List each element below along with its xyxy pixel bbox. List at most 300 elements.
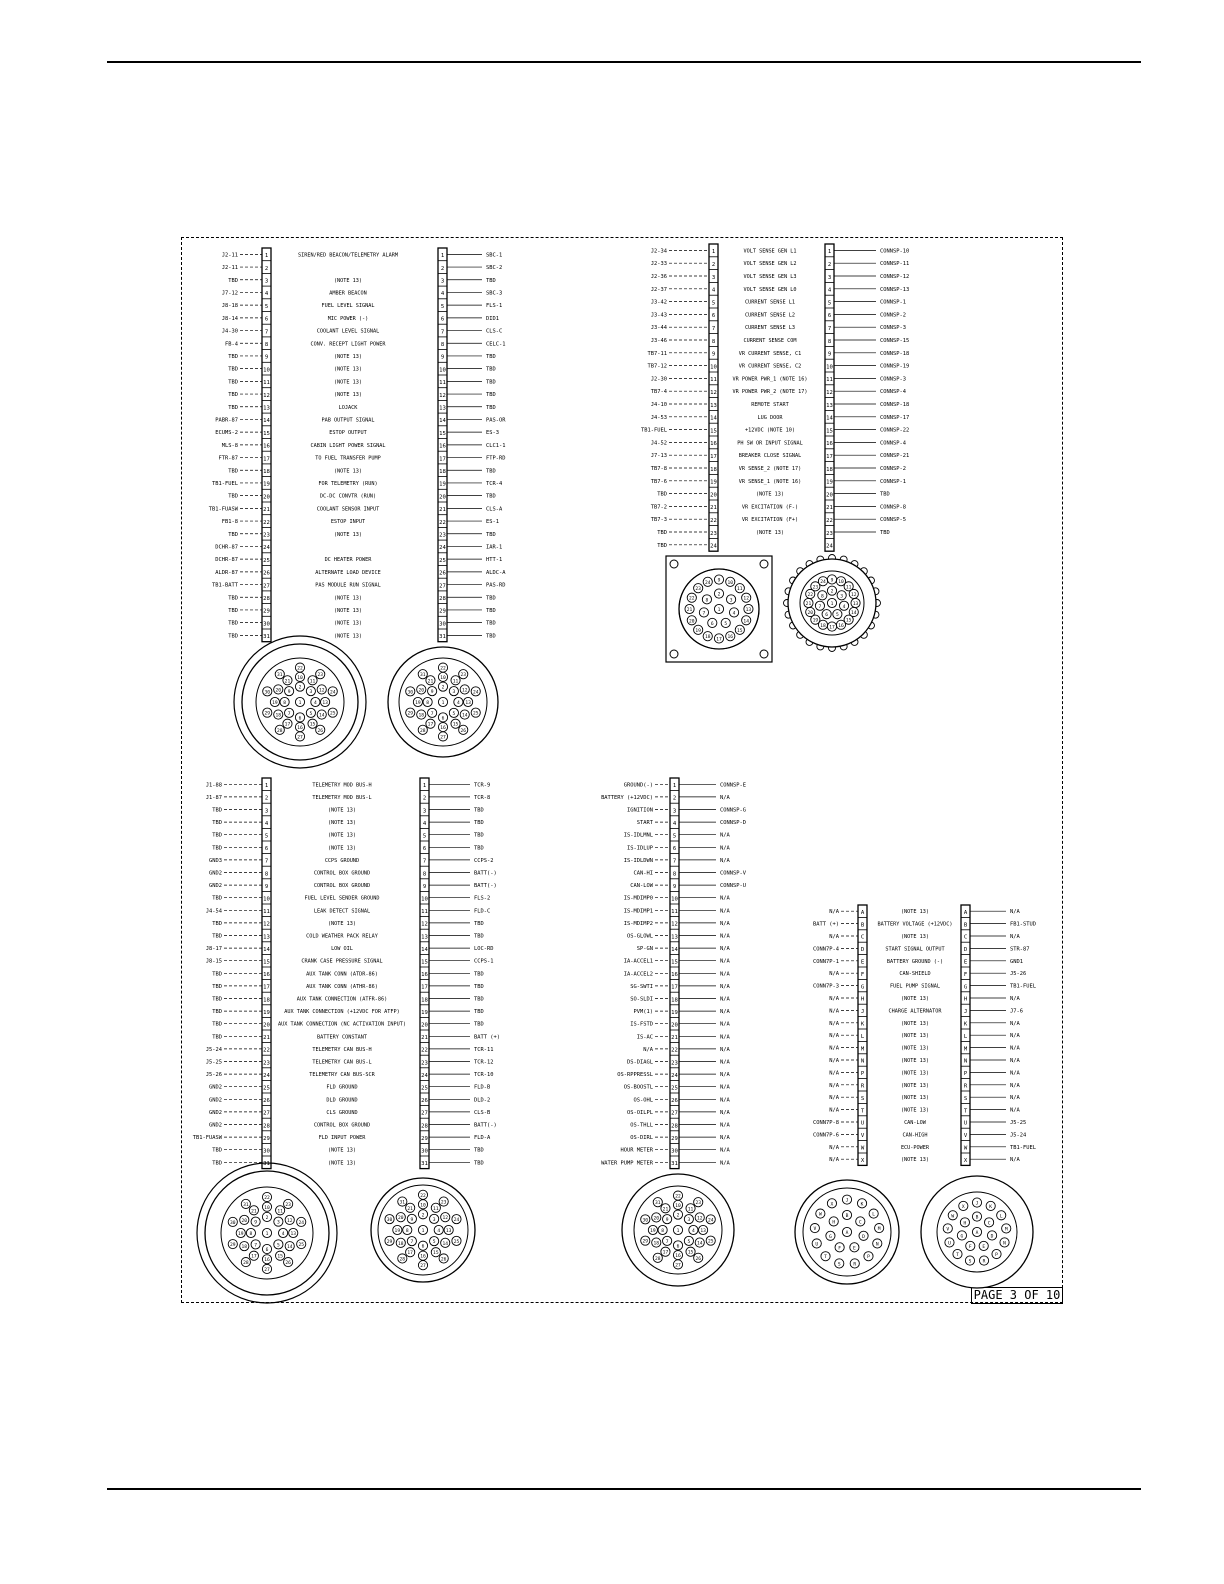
wire-source-label: J4-30 (221, 328, 238, 335)
pin-number: 20 (439, 494, 446, 501)
pin-number: 8 (711, 338, 716, 345)
wire-source-label: J4-10 (650, 402, 667, 408)
pin-number: 2 (422, 795, 427, 802)
pin-description: (NOTE 13) (333, 366, 363, 373)
connector-pin-number: 17 (407, 1251, 413, 1257)
connector-pin-number: 30 (386, 1218, 393, 1224)
pin-number: 13 (671, 934, 678, 941)
connector-pin-number: 26 (440, 1257, 447, 1263)
wire-source-label: TBD (212, 895, 222, 902)
wire-destination-label: CLS-A (486, 506, 503, 513)
connector-pin-number: 26 (695, 1256, 701, 1262)
connector-pin-number: 4 (313, 701, 317, 706)
connector-pin-number: 6 (676, 1244, 680, 1250)
connector-pin-number: 13 (700, 1229, 706, 1234)
wire-destination-label: N/A (720, 996, 730, 1003)
wire-destination-label: TBD (474, 1009, 484, 1016)
connector-pin-number: 15 (452, 722, 459, 728)
pin-number: M (963, 1046, 968, 1053)
pin-description: (NOTE 13) (900, 1157, 930, 1164)
pin-description: (NOTE 13) (900, 1045, 930, 1052)
pin-description: (NOTE 13) (327, 832, 357, 839)
wire-source-label: TBD (228, 404, 238, 411)
wire-source-label: TBD (212, 807, 222, 814)
wire-source-label: TBD (228, 493, 238, 500)
wire-source-label: DCHR-87 (215, 557, 238, 564)
pin-number: 22 (439, 519, 446, 526)
wire-destination-label: CONNSP-D (720, 820, 746, 827)
connector-pin-number: 23 (695, 1201, 701, 1207)
wire-destination-label: BATT(-) (474, 870, 497, 877)
connector-pin-number: 1 (717, 608, 721, 613)
pin-description: CLS GROUND (326, 1109, 358, 1116)
wire-destination-label: CONNSP-18 (880, 350, 910, 357)
connector-pin-number: 11 (845, 585, 852, 591)
wire-source-label: J2-36 (650, 274, 667, 280)
connector-pin-number: 21 (427, 679, 434, 685)
connector-pin-number: 2 (830, 589, 834, 595)
connector-pin-number: 22 (675, 1194, 681, 1200)
wire-destination-label: DID1 (486, 315, 499, 322)
connector-pin-number: 7 (665, 1239, 669, 1245)
connector-pin-number: 27 (675, 1263, 681, 1269)
wire-destination-label: CONNSP-5 (880, 517, 906, 524)
wire-source-label: FB-4 (225, 341, 238, 348)
connector-pin-number: 18 (275, 713, 282, 719)
wire-source-label: IS-IDLDWN (623, 857, 653, 864)
connector-pin-number: 29 (264, 711, 271, 717)
wire-source-label: J8-14 (221, 315, 238, 322)
connector-pin-number: 19 (812, 618, 819, 624)
pin-description: (NOTE 13) (333, 633, 363, 640)
pin-description: CURRENT SENSE L3 (745, 325, 795, 332)
wire-destination-label: IAR-1 (486, 544, 503, 551)
connector-upper-left-b (388, 647, 498, 757)
wire-source-label: J4-53 (650, 414, 667, 421)
pin-number: 22 (421, 1047, 428, 1054)
wire-destination-label: N/A (720, 908, 730, 915)
wire-source-label: FB1-8 (221, 519, 238, 526)
pin-number: 14 (439, 418, 446, 425)
pin-description: COOLANT SENSOR INPUT (316, 506, 380, 513)
pin-number: 6 (440, 316, 445, 323)
pin-description: VR POWER PWR_2 (NOTE 17) (732, 389, 808, 396)
wire-destination-label: CONNSP-15 (880, 338, 910, 344)
connector-pin-number: 23 (460, 673, 466, 679)
wire-source-label: GND3 (209, 857, 222, 864)
connector-pin-number: 16 (420, 1254, 426, 1260)
wire-source-label: BATTERY (+12VDC) (601, 794, 653, 801)
pin-number: 25 (439, 557, 446, 564)
pin-description: VR EXCITATION (F+) (741, 517, 799, 524)
connector-pin-number: G (829, 1234, 832, 1240)
connector-pin-number: 10 (727, 580, 734, 586)
pin-number: C (963, 934, 968, 941)
wire-source-label: TBD (228, 633, 238, 640)
connector-pin-number: 13 (322, 701, 328, 706)
pin-number: 2 (827, 262, 832, 269)
pin-number: 9 (264, 883, 269, 890)
pin-description: (NOTE 13) (900, 909, 930, 916)
connector-pin-number: 5 (309, 711, 313, 717)
pin-number: 30 (263, 621, 270, 628)
wire-source-label: N/A (829, 909, 839, 916)
pin-number: W (963, 1145, 968, 1152)
connector-pin-number: 7 (287, 711, 291, 717)
connector-pin-number: 21 (407, 1206, 413, 1212)
pin-number: C (860, 934, 865, 941)
wire-destination-label: N/A (1010, 1107, 1020, 1114)
wire-destination-label: CLC1-1 (486, 442, 506, 449)
pin-number: 27 (263, 1110, 270, 1117)
pin-number: 23 (710, 530, 717, 537)
wire-destination-label: N/A (1010, 1058, 1020, 1064)
connector-pin-number: E (852, 1246, 856, 1252)
pin-description: VOLT SENSE GEN L3 (743, 274, 797, 280)
wire-destination-label: PAS-RD (486, 582, 506, 589)
pin-number: 25 (421, 1085, 428, 1092)
wire-destination-label: N/A (1010, 1095, 1020, 1102)
pin-description: FUEL LEVEL SENDER GROUND (304, 895, 380, 902)
wire-destination-label: FLS-2 (474, 895, 491, 902)
wire-source-label: GND2 (209, 1122, 222, 1129)
pin-number: 21 (263, 1035, 270, 1042)
pin-number: 2 (264, 265, 269, 272)
wire-destination-label: TB1-FUEL (1010, 1144, 1036, 1151)
connector-pin-number: 31 (243, 1202, 249, 1208)
wire-source-label: PABR-87 (215, 417, 238, 424)
wire-destination-label: TBD (486, 531, 496, 538)
wire-source-label: TB7-3 (650, 517, 667, 524)
wire-source-label: TBD (212, 1009, 222, 1016)
pin-number: 3 (422, 808, 427, 815)
wire-destination-label: TBD (486, 607, 496, 614)
page-label: PAGE 3 OF 10 (971, 1287, 1063, 1304)
wire-source-label: J5-24 (205, 1046, 222, 1053)
pin-number: 13 (263, 405, 270, 412)
panel-upper-right (641, 244, 909, 551)
pin-description: VR CURRENT SENSE, C1 (738, 350, 802, 357)
connector-pin-number: 27 (440, 735, 446, 741)
connector-pin-number: 12 (286, 1218, 293, 1224)
wire-destination-label: CONNSP-10 (880, 248, 910, 255)
connector-pin-number: 30 (642, 1218, 649, 1224)
pin-number: 24 (710, 543, 717, 550)
wire-source-label: CONN7P-6 (813, 1132, 839, 1139)
connector-pin-number: 17 (284, 722, 291, 728)
pin-description: CHARGE ALTERNATOR (888, 1008, 942, 1015)
wire-destination-label: TBD (474, 807, 484, 814)
connector-pin-number: 13 (852, 602, 859, 607)
connector-pin-number: 2 (441, 685, 445, 691)
connector-lower-d (795, 1180, 899, 1284)
pin-number: 12 (439, 392, 446, 399)
wire-source-label: IA-ACCEL1 (623, 958, 653, 965)
pin-number: 7 (827, 326, 832, 333)
wire-source-label: J3-46 (650, 338, 667, 344)
connector-pin-number: 20 (807, 611, 814, 617)
pin-description: (NOTE 13) (900, 1058, 930, 1064)
wire-destination-label: TBD (486, 595, 496, 602)
pin-number: 24 (439, 545, 446, 552)
connector-pin-number: 30 (264, 690, 271, 696)
pin-number: 7 (711, 326, 716, 333)
connector-pin-number: 19 (272, 701, 278, 706)
connector-pin-number: 9 (717, 578, 721, 584)
pin-number: 5 (422, 833, 427, 840)
wire-source-label: OS-THLL (630, 1122, 653, 1129)
pin-number: 12 (710, 390, 717, 397)
pin-number: 19 (263, 481, 270, 488)
connector-pin-number: 14 (743, 619, 749, 625)
connector-pin-number: 5 (724, 621, 728, 627)
connector-pin-number: 5 (432, 1240, 436, 1246)
pin-number: 25 (671, 1085, 678, 1092)
connector-pin-number: 13 (465, 701, 471, 706)
mounting-hole (760, 650, 768, 658)
wire-destination-label: LOC-RD (474, 946, 494, 953)
connector-pin-number: 7 (702, 611, 706, 617)
pin-number: 15 (710, 428, 717, 435)
pin-number: 3 (264, 278, 269, 285)
wire-destination-label: J5-24 (1010, 1132, 1027, 1139)
wire-source-label: N/A (643, 1046, 653, 1053)
pin-number: 4 (264, 291, 269, 298)
wire-destination-label: TCR-9 (474, 782, 491, 789)
pin-description: CONTROL BOX GROUND (313, 870, 371, 877)
wire-source-label: J8-18 (221, 303, 238, 310)
pin-number: 1 (711, 249, 716, 256)
wire-destination-label: N/A (720, 1160, 730, 1167)
wire-source-label: TBD (212, 1160, 222, 1167)
connector-pin-number: 24 (472, 690, 479, 696)
wire-source-label: HOUR METER (620, 1147, 653, 1154)
connector-pin-number: R (982, 1259, 986, 1265)
wire-destination-label: N/A (720, 983, 730, 990)
pin-number: 24 (826, 543, 833, 550)
connector-pin-number: H (963, 1221, 967, 1227)
pin-number: 4 (440, 291, 445, 298)
wire-destination-label: CLS-B (474, 1109, 491, 1116)
wire-source-label: OS-DIRL (630, 1135, 653, 1142)
connector-pin-number: 30 (407, 690, 414, 696)
connector-pin-number: 2 (676, 1213, 680, 1219)
pin-number: 8 (440, 342, 445, 349)
pin-number: 16 (263, 443, 270, 450)
connector-pin-number: 17 (829, 625, 835, 631)
connector-pin-number: 17 (251, 1254, 257, 1260)
wire-source-label: TBD (212, 983, 222, 990)
pin-number: 22 (826, 518, 833, 525)
pin-description: (NOTE 13) (327, 820, 357, 827)
connector-pin-number: 8 (820, 594, 824, 600)
connector-pin-number: 3 (687, 1218, 691, 1224)
pin-description: TELEMETRY CAN BUS-SCR (309, 1072, 375, 1079)
connector-pin-number: 12 (696, 1216, 703, 1222)
wire-source-label: TBD (228, 366, 238, 373)
wire-source-label: N/A (829, 1033, 839, 1040)
wire-destination-label: CCPS-1 (474, 958, 494, 965)
pin-number: 16 (421, 972, 428, 979)
connector-pin-number: 13 (445, 1229, 452, 1234)
wire-source-label: CAN-HI (633, 870, 653, 877)
pin-number: 3 (440, 278, 445, 285)
pin-number: 15 (421, 959, 428, 966)
pin-description: VR SENSE_2 (NOTE 17) (738, 466, 802, 472)
wire-destination-label: CONNSP-12 (880, 274, 910, 280)
pin-description: (NOTE 13) (333, 531, 363, 538)
pin-number: 6 (264, 316, 269, 323)
pin-number: L (963, 1033, 968, 1040)
connector-pin-number: 4 (437, 1229, 441, 1234)
connector-pin-number: 16 (727, 635, 734, 641)
pin-number: 19 (671, 1009, 678, 1016)
pin-number: H (963, 996, 968, 1003)
connector-pin-number: 8 (426, 701, 430, 706)
pin-description: (NOTE 13) (327, 807, 357, 814)
wire-source-label: TBD (228, 595, 238, 602)
pin-description: PH SW OR INPUT SIGNAL (737, 440, 803, 447)
wire-source-label: CONN7P-1 (813, 958, 839, 965)
connector-pin-number: 2 (717, 592, 721, 598)
wire-source-label: GND2 (209, 883, 222, 890)
pin-number: 4 (827, 287, 832, 294)
connector-pin-number: 22 (297, 666, 303, 672)
pin-number: 25 (263, 1085, 270, 1092)
pin-number: J (963, 1009, 968, 1016)
pin-description: (NOTE 13) (327, 1160, 357, 1167)
wire-destination-label: ALDC-A (486, 569, 506, 576)
pin-number: N (860, 1058, 865, 1065)
connector-pin-number: 1 (441, 701, 445, 706)
wire-source-label: TB1-BATT (212, 582, 238, 589)
wire-destination-label: BATT(-) (474, 1122, 497, 1129)
pin-number: M (860, 1046, 865, 1053)
pin-description: TELEMETRY MOD BUS-H (312, 782, 372, 789)
wire-destination-label: TBD (486, 277, 496, 284)
pin-number: 17 (263, 456, 270, 463)
connector-pin-number: 31 (399, 1200, 406, 1206)
pin-number: 15 (263, 430, 270, 437)
pin-number: X (963, 1157, 968, 1164)
pin-number: 5 (440, 303, 445, 310)
pin-number: H (860, 996, 865, 1003)
wire-destination-label: N/A (720, 895, 730, 902)
pin-number: 30 (439, 621, 446, 628)
connector-pin-number: 10 (440, 675, 446, 681)
connector-pin-number: 10 (264, 1205, 270, 1211)
wire-destination-label: CONNSP-19 (880, 363, 910, 370)
connector-pin-number: 16 (297, 726, 303, 732)
pin-number: V (963, 1133, 968, 1140)
pin-description: (NOTE 13) (900, 934, 930, 940)
connector-pin-number: 12 (318, 688, 325, 694)
connector-pin-number: N (875, 1242, 879, 1248)
wire-destination-label: SBC-2 (486, 265, 503, 272)
connector-pin-number: 16 (838, 623, 844, 629)
pin-description: LUG DOOR (757, 414, 783, 421)
pin-number: P (963, 1071, 968, 1078)
connector-pin-number: 22 (264, 1196, 270, 1202)
connector-pin-number: 25 (472, 711, 479, 717)
wire-source-label: OS-OILPL (627, 1109, 653, 1116)
pin-number: 24 (421, 1072, 428, 1079)
connector-pin-number: 8 (405, 1229, 409, 1234)
wire-destination-label: TBD (474, 933, 484, 940)
pin-description: (NOTE 13) (333, 620, 363, 627)
pin-number: 20 (421, 1022, 428, 1029)
wire-destination-label: N/A (720, 946, 730, 953)
connector-pin-number: 27 (264, 1267, 270, 1273)
pin-description: FUEL PUMP SIGNAL (890, 983, 940, 990)
pin-description: AUX TANK CONNECTION (NC ACTIVATION INPUT) (277, 1021, 407, 1028)
pin-description: CURRENT SENSE L2 (745, 312, 795, 319)
pin-number: 3 (264, 808, 269, 815)
connector-pin-number: 6 (710, 621, 714, 627)
wire-source-label: OS-GLOWL (627, 933, 653, 940)
pin-number: 14 (263, 946, 270, 953)
connector-pin-number: 9 (665, 1218, 669, 1224)
connector-pin-number: 22 (420, 1193, 426, 1199)
connector-pin-number: 3 (276, 1220, 280, 1226)
wire-source-label: IS-IDLMNL (623, 832, 653, 839)
wire-source-label: J2-33 (650, 261, 667, 268)
pin-number: G (963, 984, 968, 991)
pin-number: 11 (671, 909, 678, 916)
pin-number: 26 (263, 570, 270, 577)
pin-number: T (860, 1108, 865, 1115)
connector-pin-number: 8 (705, 598, 709, 604)
wire-source-label: GND2 (209, 1097, 222, 1104)
pin-number: U (860, 1120, 865, 1127)
wire-source-label: TB7-4 (650, 389, 667, 396)
pin-number: 20 (263, 1022, 270, 1029)
connector-pin-number: 4 (732, 611, 736, 617)
pin-number: 27 (263, 583, 270, 590)
pin-description: (NOTE 13) (900, 1082, 930, 1089)
pin-number: 6 (264, 846, 269, 853)
pin-description: ESTOP INPUT (330, 519, 366, 526)
wire-destination-label: N/A (720, 1021, 730, 1028)
pin-number: 16 (439, 443, 446, 450)
pin-number: 4 (264, 820, 269, 827)
connector-pin-number: F (968, 1244, 972, 1250)
wire-destination-label: FLS-1 (486, 303, 503, 310)
wire-source-label: TBD (228, 531, 238, 538)
wire-source-label: TB1-FUASW (192, 1135, 222, 1142)
connector-pin-number: D (990, 1234, 994, 1240)
pin-description: VR CURRENT SENSE, C2 (738, 363, 802, 370)
pin-number: F (860, 971, 865, 978)
pin-number: 14 (826, 415, 833, 422)
connector-pin-number: 14 (461, 713, 468, 719)
pin-number: 29 (263, 608, 270, 615)
connector-pin-number: 12 (850, 592, 857, 598)
pin-description: (NOTE 13) (333, 277, 363, 284)
connector-pin-number: 9 (254, 1220, 258, 1226)
connector-pin-number: 11 (687, 1207, 694, 1213)
wire-destination-label: CONNSP-11 (880, 261, 910, 268)
pin-number: 24 (263, 1072, 270, 1079)
connector-pin-number: 17 (662, 1250, 669, 1256)
pin-number: 10 (710, 364, 717, 371)
pin-description: (NOTE 13) (333, 595, 363, 602)
pin-number: 7 (264, 329, 269, 336)
pin-number: 1 (264, 783, 269, 790)
connector-pin-number: S (837, 1262, 841, 1268)
connector-pin-number: 15 (309, 722, 316, 728)
connector-pin-number: 6 (298, 716, 302, 722)
